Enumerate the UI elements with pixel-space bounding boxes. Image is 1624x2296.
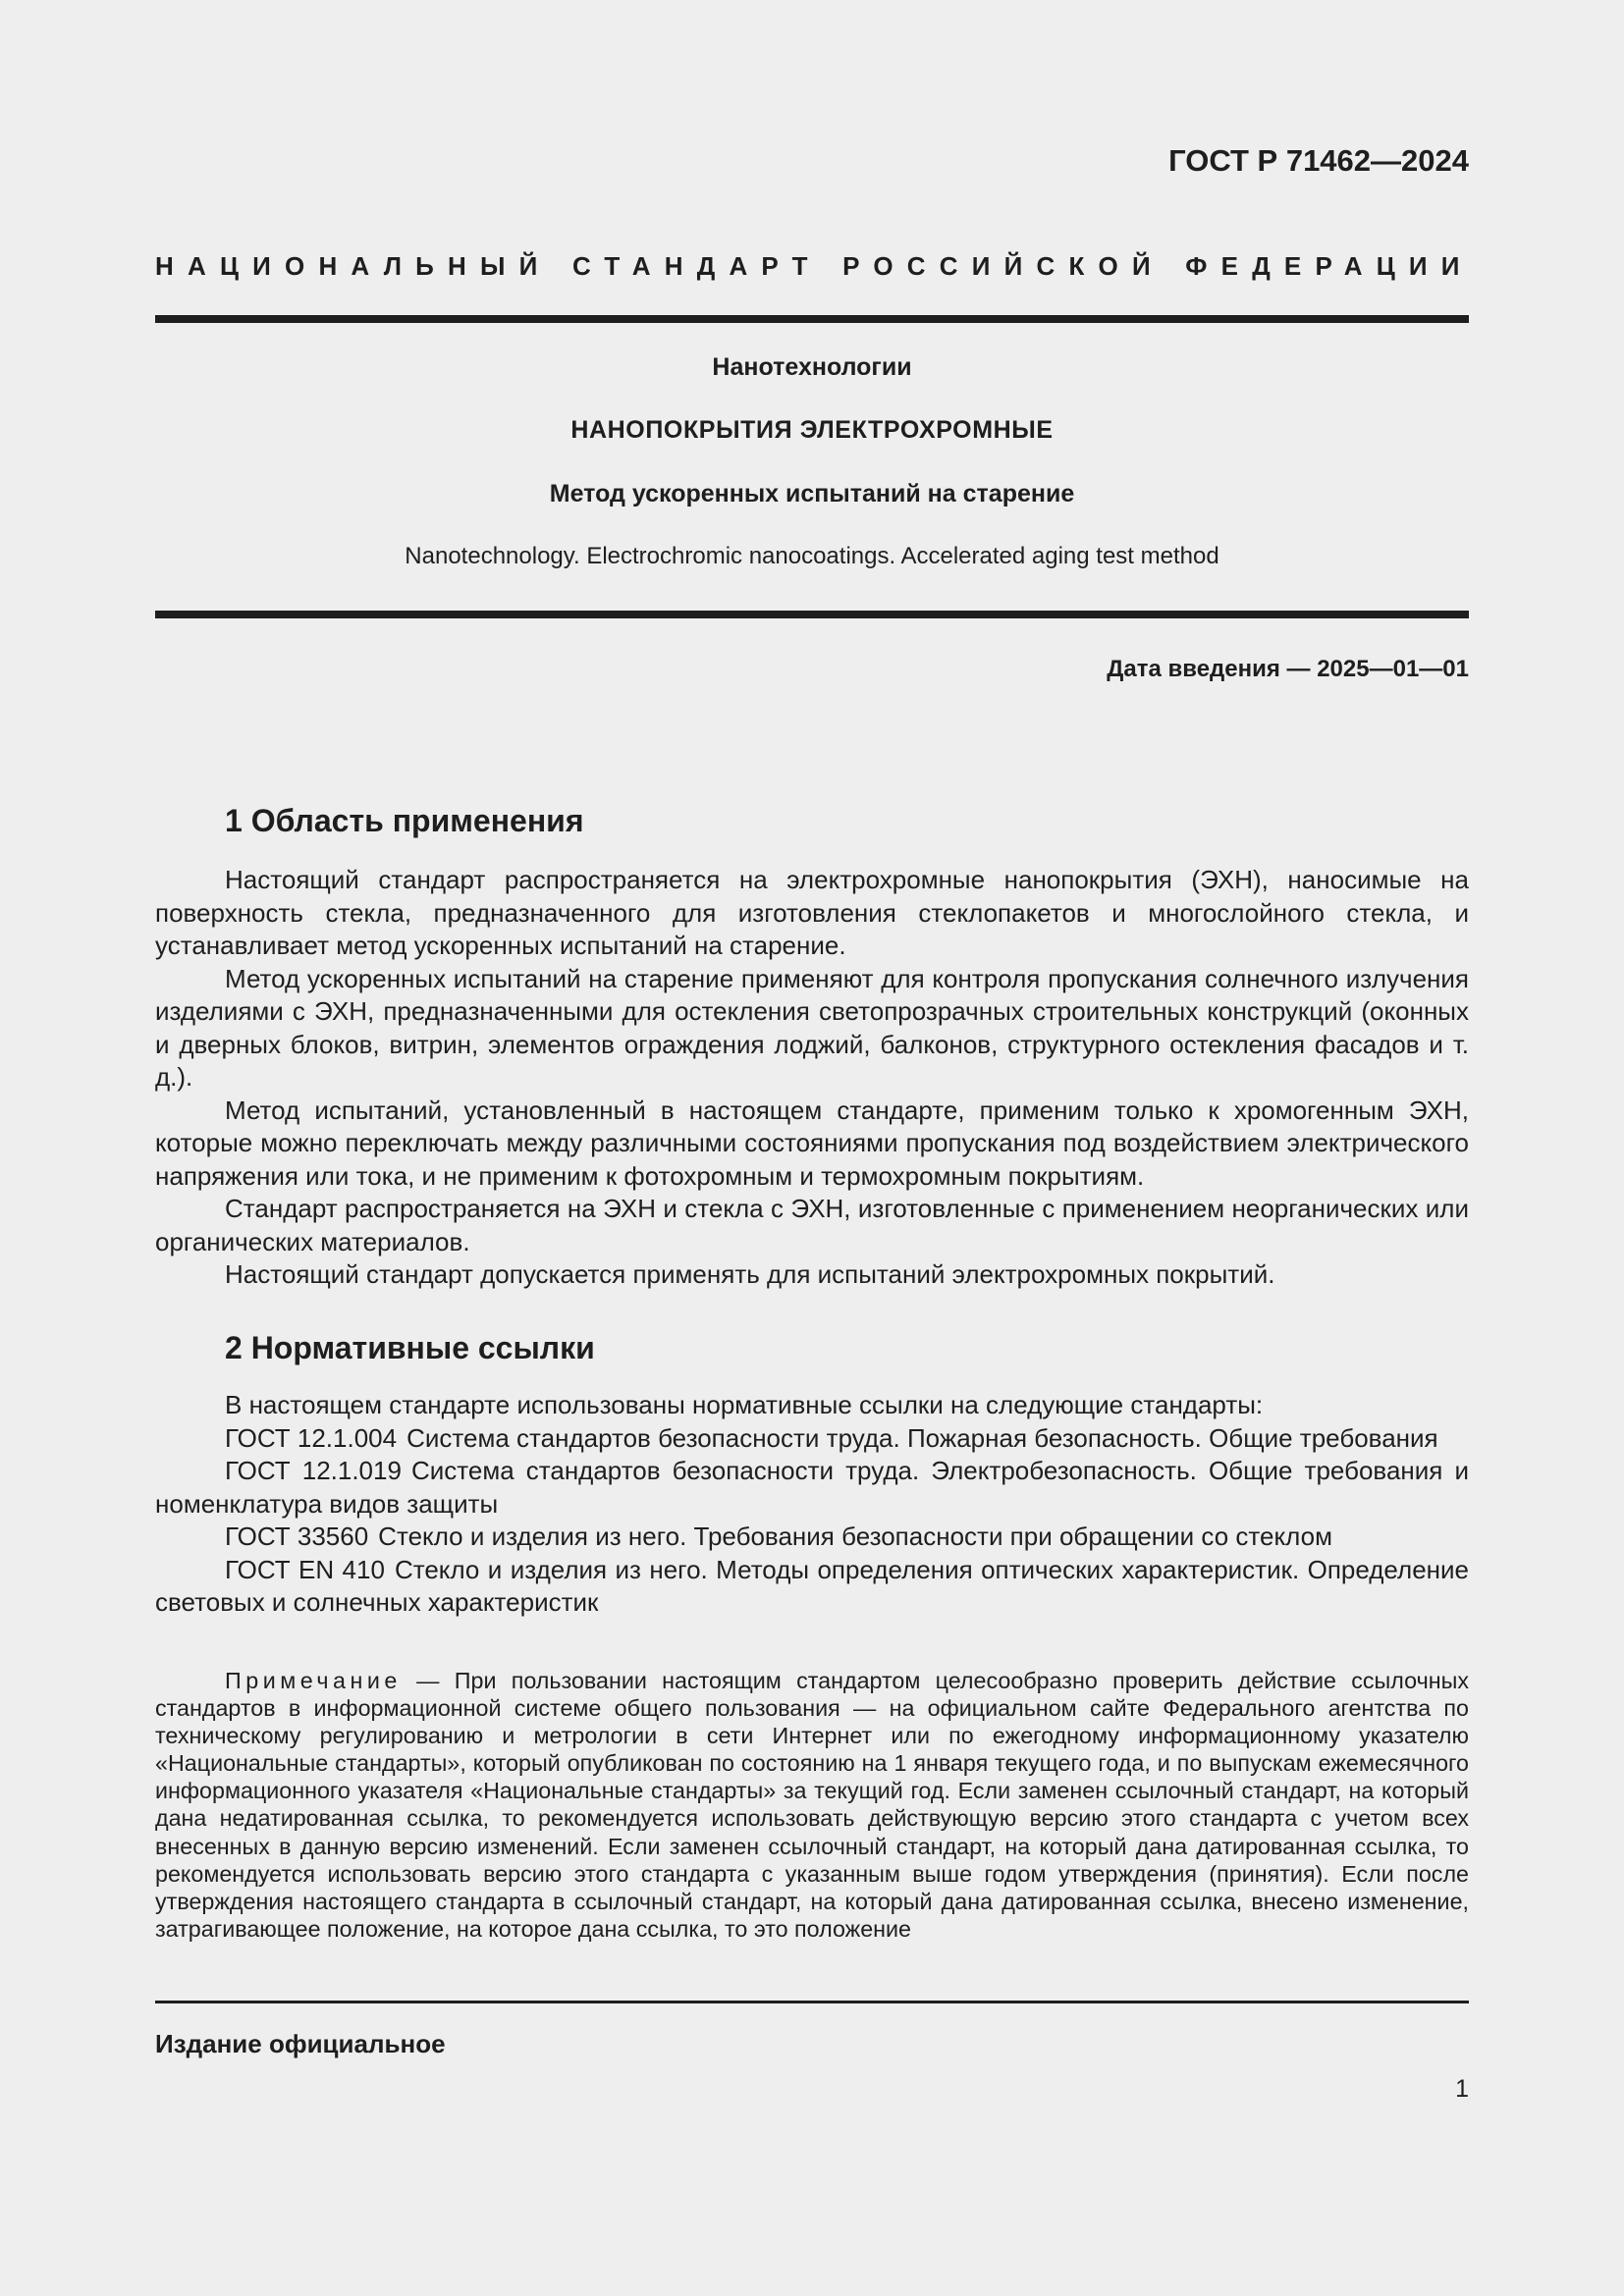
title-subtitle: Метод ускоренных испытаний на старение <box>549 480 1075 507</box>
reference-code: ГОСТ EN 410 <box>225 1554 385 1584</box>
section-2-intro: В настоящем стандарте использованы нормативные ссылки на следующие стандарты: <box>225 1390 1264 1419</box>
reference-code: ГОСТ 33560 <box>225 1522 369 1551</box>
reference-code: ГОСТ 12.1.019 <box>225 1456 402 1485</box>
reference-item <box>155 1521 1469 1554</box>
section-1-paragraph: Стандарт распространяется на ЭХН и стекла с ЭХН, изготовленные с применением неорганических или органических материалов. <box>155 1194 1469 1256</box>
reference-code: ГОСТ 12.1.004 <box>225 1422 398 1453</box>
footer-rule <box>155 2001 1469 2003</box>
note-block <box>155 1667 1469 1943</box>
title-english: Nanotechnology. Electrochromic nanocoatings. Accelerated aging test method <box>405 543 1219 569</box>
reference-title: Система стандартов безопасности труда. Электробезопасность. Общие требования и номенклатура видов защиты <box>155 1456 1469 1519</box>
section-1-paragraph: Метод ускоренных испытаний на старение применяют для контроля пропускания солнечного излучения изделиями с ЭХН, предназначенными для остекления светопрозрачных строительных конструкций (оконных и дверных блоков, витрин, элементов ограждения лоджий, балконов, структурного остекления фасадов и т. д.). <box>155 963 1469 1092</box>
reference-item <box>155 1554 1469 1620</box>
reference-title: Стекло и изделия из него. Требования безопасности при обращении со стеклом <box>378 1522 1332 1551</box>
section-1-body <box>155 864 1469 1292</box>
reference-title: Стекло и изделия из него. Методы определения оптических характеристик. Определение световых и солнечных характеристик <box>155 1554 1469 1617</box>
note-text: — При пользовании настоящим стандартом целесообразно проверить действие ссылочных стандартов в информационной системе общего пользования — на официальном сайте Федерального агентства по техническому регулированию и метрологии в сети Интернет или по ежегодному информационному указателю «Национальные стандарты», который опубликован по состоянию на 1 января текущего года, и по выпускам ежемесячного информационного указателя «Национальные стандарты» за текущий год. Если заменен ссылочный стандарт, на который дана недатированная ссылка, то рекомендуется использовать действующую версию этого стандарта с учетом всех внесенных в данную версию изменений. Если заменен ссылочный стандарт, на который дана датированная ссылка, то рекомендуется использовать версию этого стандарта с указанным выше годом утверждения (принятия). Если после утверждения настоящего стандарта в ссылочный стандарт, на который дана датированная ссылка, внесено изменение, затрагивающее положение, на которое дана ссылка, то это положение <box>155 1668 1469 1942</box>
title-category: Нанотехнологии <box>712 353 912 381</box>
title-bottom-rule <box>155 611 1469 618</box>
national-standard-heading: НАЦИОНАЛЬНЫЙ СТАНДАРТ РОССИЙСКОЙ ФЕДЕРАЦИИ <box>155 251 1474 281</box>
section-1-paragraph: Настоящий стандарт допускается применять для испытаний электрохромных покрытий. <box>225 1259 1275 1289</box>
document-number: ГОСТ Р 71462—2024 <box>1168 143 1469 178</box>
page-number: 1 <box>1455 2075 1469 2103</box>
reference-item <box>155 1422 1469 1456</box>
document-page <box>155 0 1474 2296</box>
section-1-paragraph: Настоящий стандарт распространяется на электрохромные нанопокрытия (ЭХН), наносимые на поверхность стекла, предназначенного для изготовления стеклопакетов и многослойного стекла, и устанавливает метод ускоренных испытаний на старение. <box>155 865 1469 960</box>
title-main: НАНОПОКРЫТИЯ ЭЛЕКТРОХРОМНЫЕ <box>570 416 1054 444</box>
section-2-heading: 2 Нормативные ссылки <box>225 1330 595 1365</box>
section-2-body <box>155 1389 1469 1620</box>
section-1-heading: 1 Область применения <box>225 803 584 838</box>
section-1-paragraph: Метод испытаний, установленный в настоящем стандарте, применим только к хромогенным ЭХН, которые можно переключать между различными состояниями пропускания под воздействием электрического напряжения или тока, и не применим к фотохромным и термохромным покрытиям. <box>155 1095 1469 1191</box>
reference-title: Система стандартов безопасности труда. Пожарная безопасность. Общие требования <box>406 1422 1438 1453</box>
official-edition-label: Издание официальное <box>155 2029 446 2058</box>
reference-item <box>155 1455 1469 1521</box>
note-label: Примечание <box>225 1668 402 1693</box>
top-rule <box>155 315 1469 323</box>
introduction-date: Дата введения — 2025—01—01 <box>1107 656 1469 682</box>
